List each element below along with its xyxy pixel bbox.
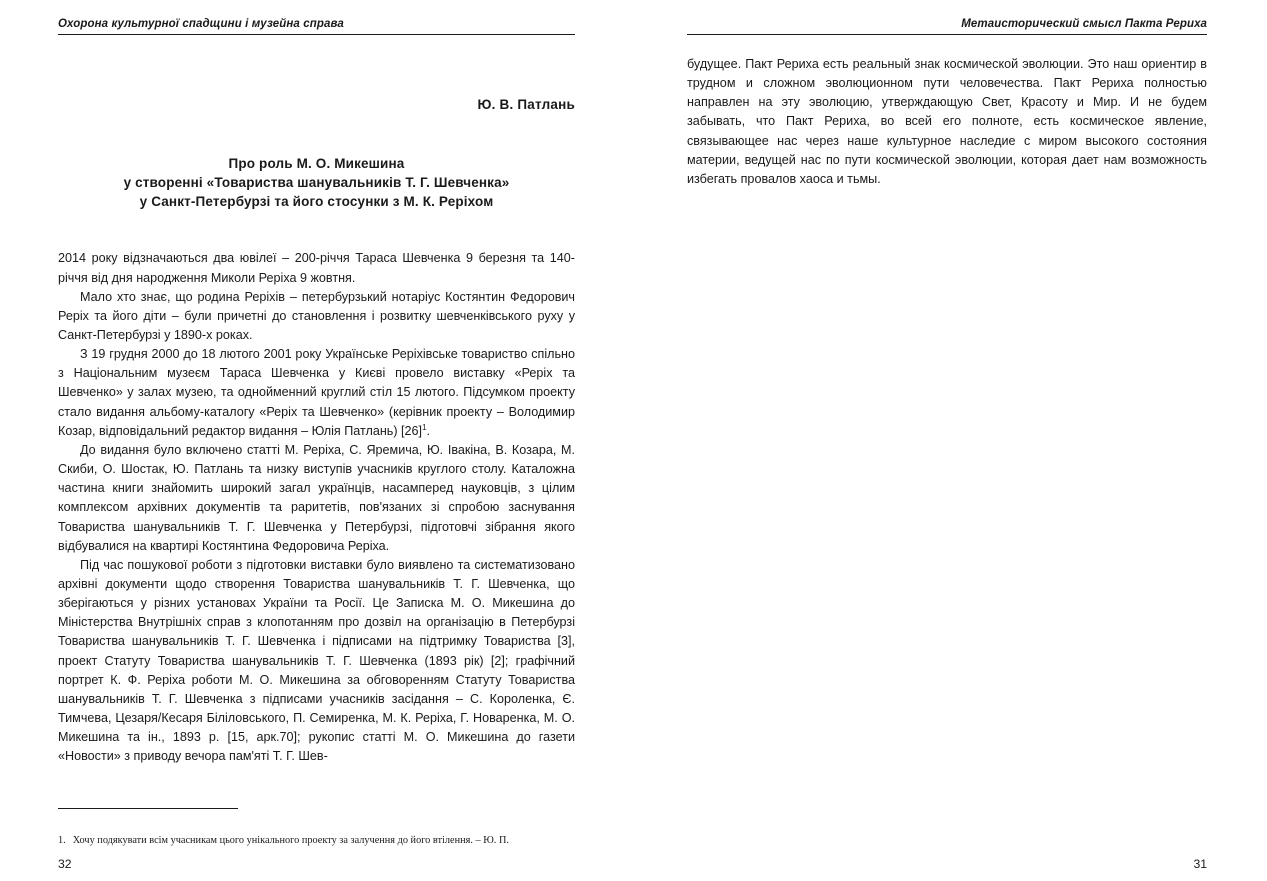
footnote-divider [58, 808, 238, 809]
paragraph-4: До видання було включено статті М. Реріха, С. Яремича, Ю. Івакіна, В. Козара, М. Скиби, О. Шостак, Ю. Патлань та низку виступів учасників круглого столу. Каталожна частина книги знайомить широкий загал українців, насамперед науковців, з цілим комплексом архівних документів та раритетів, пов'язаних зі спробою заснування Товариства шанувальників Т. Г. Шевченка у Петербурзі, підготовчі зібрання якого відбувалися на квартирі Костянтина Федоровича Реріха. [58, 443, 575, 553]
paragraph-3: З 19 грудня 2000 до 18 лютого 2001 року Українське Реріхівське товариство спільно з Національним музеєм Тараса Шевченка у Києві провело виставку «Реріх та Шевченко» у залах музею, та однойменний круглий стіл 15 лютого. Підсумком проекту стало видання альбому-каталогу «Реріх та Шевченко» (керівник проекту – Володимир Козар, відповідальний редактор видання – Юлія Патлань) $[26]^1$. [58, 347, 575, 438]
article-title-line-3: у Санкт-Петербурзі та його стосунки з М. К. Реріхом [139, 194, 494, 210]
left-page-number: 32 [58, 857, 72, 871]
left-page [0, 0, 633, 881]
right-page-number: 31 [1193, 857, 1207, 871]
paragraph-1: 2014 року відзначаються два ювілеї – 200-річчя Тараса Шевченка 9 березня та 140-річчя від дня народження Миколи Реріха 9 жовтня. [58, 251, 575, 285]
article-title-line-1: Про роль М. О. Микешина [228, 156, 405, 171]
paragraph-5: Під час пошукової роботи з підготовки виставки було виявлено та систематизовано архівні документи щодо створення Товариства шанувальників Т. Г. Шевченка, що зберігаються у різних установах України та Росії. Це Записка М. О. Микешина до Міністерства Внутрішніх справ з клопотанням про дозвіл на організацію в Петербурзі Товариства шанувальників Т. Г. Шевченка і підписами на підтримку Товариства [3], проект Статуту Товариства шанувальників Т. Г. Шевченка (1893 рік) [2]; графічний портрет К. Ф. Реріха роботи М. О. Микешина за обговоренням Статуту Товариства шанувальників Т. Г. Шевченка з підписами учасників засідання – С. Короленка, Є. Тимчева, Цезаря/Кесаря Біліловського, П. Семиренка, М. К. Реріха, Г. Новаренка, М. О. Микешина та ін., 1893 р. [15, арк.70]; рукопис статті М. О. Микешина до газети «Новости» з приводу вечора пам'яті Т. Г. Шев- [58, 557, 575, 764]
right-page [633, 0, 1267, 881]
article-author: Ю. В. Патлань [477, 97, 575, 112]
footnote-text: Хочу подякувати всім учасникам цього унікального проекту за залучення до його втілення. – Ю. П. [72, 834, 509, 846]
article-title-line-2: у створенні «Товариства шанувальників Т. Г. Шевченка» [123, 175, 510, 191]
article-title [58, 154, 575, 211]
footnote-marker: 1 [422, 422, 427, 432]
footnote [58, 834, 575, 847]
paragraph-3-text: З 19 грудня 2000 до 18 лютого 2001 року Українське Реріхівське товариство спільно з Національним музеєм Тараса Шевченка у Києві провело виставку «Реріх та Шевченко» у залах музею, та однойменний круглий стіл 15 лютого. Підсумком проекту стало видання альбому-каталогу «Реріх та Шевченко» (керівник проекту – Володимир Козар, відповідальний редактор видання – Юлія Патлань) [26] [58, 347, 575, 438]
paragraph-2: Мало хто знає, що родина Реріхів – петербурзький нотаріус Костянтин Федорович Реріх та його діти – були причетні до становлення і розвитку шевченківського руху у Санкт-Петербурзі у 1890-х роках. [58, 289, 575, 343]
right-running-head: Метаисторический смысл Пакта Рериха [687, 18, 1207, 35]
article-body [58, 249, 575, 766]
footnote-number: 1. [58, 834, 66, 846]
right-body [687, 55, 1207, 189]
right-paragraph-1: будущее. Пакт Рериха есть реальный знак космической эволюции. Это наш ориентир в трудном и сложном эволюционном пути человечества. Пакт Рериха полностью направлен на эту эволюцию, утверждающую Свет, Красоту и Мир. И не будем забывать, что Пакт Рериха, во всей его полноте, есть космическое явление, связывающее нас через наше культурное наследие с миром высокого состояния материи, ведущей нас по пути космической эволюции, которая дает нам возможность избегать провалов хаоса и тьмы. [687, 57, 1207, 186]
left-running-head: Охорона культурної спадщини і музейна справа [58, 18, 575, 35]
